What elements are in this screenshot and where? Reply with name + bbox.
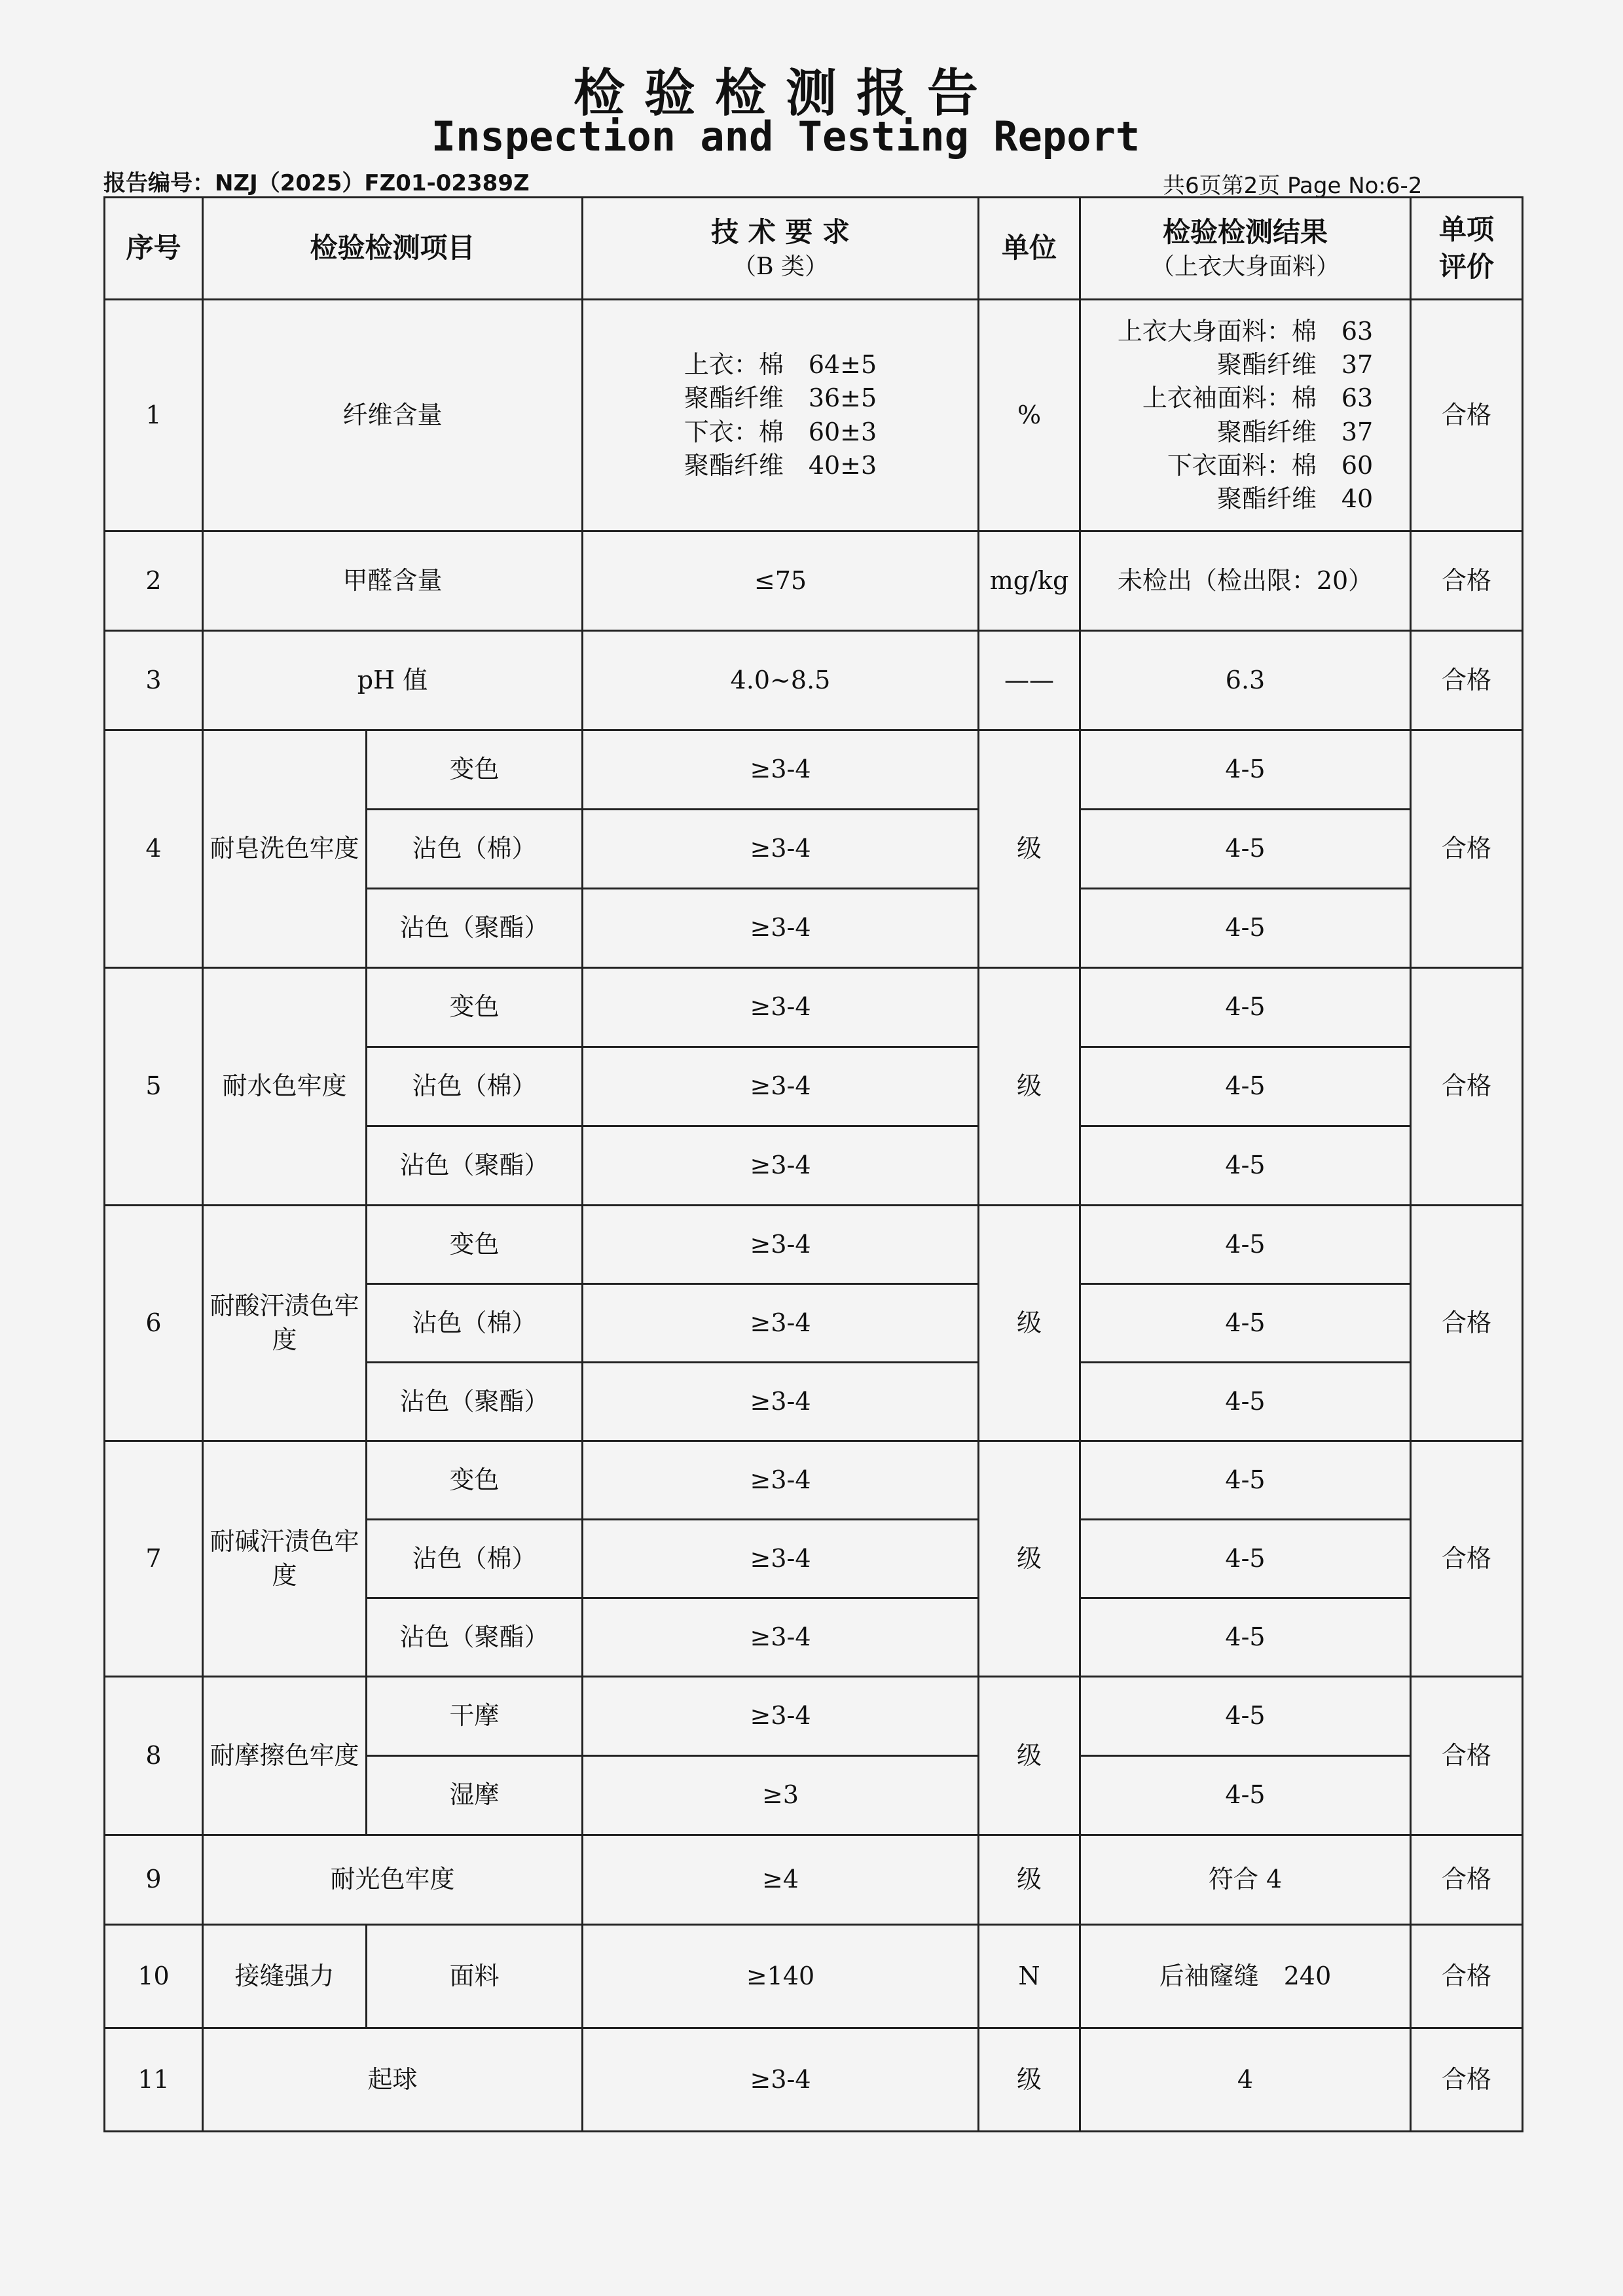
row-number: 4: [105, 730, 203, 968]
row-subitem: 变色: [367, 968, 583, 1047]
table-row: [105, 730, 1523, 810]
row-subitem: 变色: [367, 730, 583, 810]
row-requirement: ≥3-4: [583, 1126, 979, 1206]
row-requirement: ≥3: [583, 1756, 979, 1835]
row-requirement: ≥3-4: [583, 1520, 979, 1598]
table-row: [105, 2028, 1523, 2132]
row-unit: N: [979, 1925, 1080, 2028]
row-requirement: ≥3-4: [583, 1363, 979, 1441]
row-evaluation: 合格: [1411, 1206, 1523, 1441]
row-item: 耐酸汗渍色牢度: [203, 1206, 367, 1441]
row-number: 8: [105, 1677, 203, 1835]
row-result: 4-5: [1080, 1047, 1411, 1126]
requirement-line: 聚酯纤维 36±5: [684, 384, 877, 413]
row-requirement: ≥3-4: [583, 968, 979, 1047]
row-subitem: 沾色（棉）: [367, 1284, 583, 1363]
row-requirement: ≥3-4: [583, 889, 979, 968]
header-result-sub: （上衣大身面料）: [1151, 253, 1340, 280]
row-number: 1: [105, 300, 203, 531]
row-requirement: ≥3-4: [583, 2028, 979, 2132]
result-line: 下衣面料：棉 60: [1167, 450, 1374, 480]
row-unit: 级: [979, 1206, 1080, 1441]
row-result: 4-5: [1080, 1441, 1411, 1520]
row-requirement: ≥3-4: [583, 1441, 979, 1520]
title-english: Inspection and Testing Report: [431, 113, 1140, 160]
row-evaluation: 合格: [1411, 1677, 1523, 1835]
header-evaluation-line2: 评价: [1439, 250, 1495, 283]
row-unit: 级: [979, 1441, 1080, 1677]
row-evaluation: 合格: [1411, 300, 1523, 531]
row-subitem: 变色: [367, 1206, 583, 1284]
row-requirement: ≥3-4: [583, 1047, 979, 1126]
header-requirement-sub: （B 类）: [733, 253, 828, 280]
header-evaluation-line1: 单项: [1439, 213, 1495, 245]
row-subitem: 沾色（聚酯）: [367, 1126, 583, 1206]
table-row: [105, 531, 1523, 631]
row-evaluation: 合格: [1411, 1441, 1523, 1677]
row-evaluation: 合格: [1411, 531, 1523, 631]
row-requirement: ≥3-4: [583, 1284, 979, 1363]
row-result: 符合 4: [1080, 1835, 1411, 1925]
row-evaluation: 合格: [1411, 1925, 1523, 2028]
row-requirement: ≥3-4: [583, 810, 979, 889]
row-number: 3: [105, 631, 203, 730]
row-item: 耐光色牢度: [203, 1835, 583, 1925]
row-result: 4-5: [1080, 1206, 1411, 1284]
row-subitem: 沾色（聚酯）: [367, 1363, 583, 1441]
row-item: 耐水色牢度: [203, 968, 367, 1206]
table-row: [105, 1206, 1523, 1284]
row-evaluation: 合格: [1411, 730, 1523, 968]
result-line: 聚酯纤维 37: [1216, 350, 1374, 379]
row-requirement: [583, 300, 979, 531]
row-result: 4-5: [1080, 968, 1411, 1047]
header-requirement: [583, 198, 979, 300]
header-result-label: 检验检测结果: [1163, 215, 1328, 248]
title-chinese: 检验检测报告: [573, 64, 998, 123]
inspection-table-wrapper: [103, 196, 1522, 2127]
row-result: 4-5: [1080, 1363, 1411, 1441]
row-subitem: 面料: [367, 1925, 583, 2028]
row-result: 未检出（检出限：20）: [1080, 531, 1411, 631]
row-result: 4-5: [1080, 889, 1411, 968]
row-subitem: 湿摩: [367, 1756, 583, 1835]
row-item: 接缝强力: [203, 1925, 367, 2028]
row-requirement: ≥140: [583, 1925, 979, 2028]
table-row: [105, 631, 1523, 730]
result-line: 上衣袖面料：棉 63: [1142, 384, 1374, 413]
table-row: [105, 1835, 1523, 1925]
row-result: 4-5: [1080, 1598, 1411, 1677]
row-requirement: ≥3-4: [583, 730, 979, 810]
row-number: 2: [105, 531, 203, 631]
row-requirement: 4.0~8.5: [583, 631, 979, 730]
row-unit: %: [979, 300, 1080, 531]
row-unit: 级: [979, 2028, 1080, 2132]
row-subitem: 沾色（聚酯）: [367, 889, 583, 968]
header-item: 检验检测项目: [203, 198, 583, 300]
row-number: 11: [105, 2028, 203, 2132]
row-evaluation: 合格: [1411, 2028, 1523, 2132]
row-item: 纤维含量: [203, 300, 583, 531]
header-evaluation: [1411, 198, 1523, 300]
row-requirement: ≥3-4: [583, 1206, 979, 1284]
table-row: [105, 300, 1523, 531]
row-result: 后袖窿缝 240: [1080, 1925, 1411, 2028]
row-subitem: 沾色（棉）: [367, 810, 583, 889]
header-result: [1080, 198, 1411, 300]
row-number: 9: [105, 1835, 203, 1925]
row-subitem: 沾色（棉）: [367, 1520, 583, 1598]
row-number: 5: [105, 968, 203, 1206]
row-item: 耐碱汗渍色牢度: [203, 1441, 367, 1677]
row-requirement: ≥3-4: [583, 1677, 979, 1756]
row-unit: 级: [979, 1677, 1080, 1835]
row-item: pH 值: [203, 631, 583, 730]
row-result: 4: [1080, 2028, 1411, 2132]
row-result: 4-5: [1080, 1756, 1411, 1835]
row-evaluation: 合格: [1411, 631, 1523, 730]
row-item: 起球: [203, 2028, 583, 2132]
result-line: 聚酯纤维 40: [1216, 484, 1374, 514]
row-result: 4-5: [1080, 1284, 1411, 1363]
row-result: 4-5: [1080, 1520, 1411, 1598]
row-result: 4-5: [1080, 730, 1411, 810]
row-subitem: 干摩: [367, 1677, 583, 1756]
result-line: 上衣大身面料：棉 63: [1117, 316, 1374, 346]
row-evaluation: 合格: [1411, 968, 1523, 1206]
row-requirement: ≤75: [583, 531, 979, 631]
row-item: 甲醛含量: [203, 531, 583, 631]
row-unit: mg/kg: [979, 531, 1080, 631]
row-requirement: ≥4: [583, 1835, 979, 1925]
header-requirement-label: 技 术 要 求: [711, 215, 850, 248]
requirement-line: 上衣：棉 64±5: [684, 350, 877, 379]
table-row: [105, 1677, 1523, 1756]
header-unit: 单位: [979, 198, 1080, 300]
inspection-table: [103, 196, 1523, 2132]
row-unit: 级: [979, 968, 1080, 1206]
report-number: 报告编号：NZJ（2025）FZ01-02389Z: [103, 170, 530, 196]
row-result: 4-5: [1080, 1126, 1411, 1206]
row-requirement: ≥3-4: [583, 1598, 979, 1677]
table-header-row: [105, 198, 1523, 300]
row-number: 6: [105, 1206, 203, 1441]
requirement-line: 下衣：棉 60±3: [684, 417, 877, 446]
table-row: [105, 968, 1523, 1047]
row-result: [1080, 300, 1411, 531]
row-result: 4-5: [1080, 810, 1411, 889]
row-unit: 级: [979, 730, 1080, 968]
row-result: 4-5: [1080, 1677, 1411, 1756]
row-number: 10: [105, 1925, 203, 2028]
row-subitem: 沾色（棉）: [367, 1047, 583, 1126]
row-unit: 级: [979, 1835, 1080, 1925]
table-row: [105, 1925, 1523, 2028]
page-number: 共6页第2页 Page No:6-2: [1163, 173, 1423, 199]
row-result: 6.3: [1080, 631, 1411, 730]
result-line: 聚酯纤维 37: [1216, 417, 1374, 446]
row-number: 7: [105, 1441, 203, 1677]
row-item: 耐摩擦色牢度: [203, 1677, 367, 1835]
row-subitem: 沾色（聚酯）: [367, 1598, 583, 1677]
requirement-line: 聚酯纤维 40±3: [684, 450, 877, 480]
row-unit: ——: [979, 631, 1080, 730]
header-seq: 序号: [105, 198, 203, 300]
row-evaluation: 合格: [1411, 1835, 1523, 1925]
row-item: 耐皂洗色牢度: [203, 730, 367, 968]
row-subitem: 变色: [367, 1441, 583, 1520]
table-row: [105, 1441, 1523, 1520]
